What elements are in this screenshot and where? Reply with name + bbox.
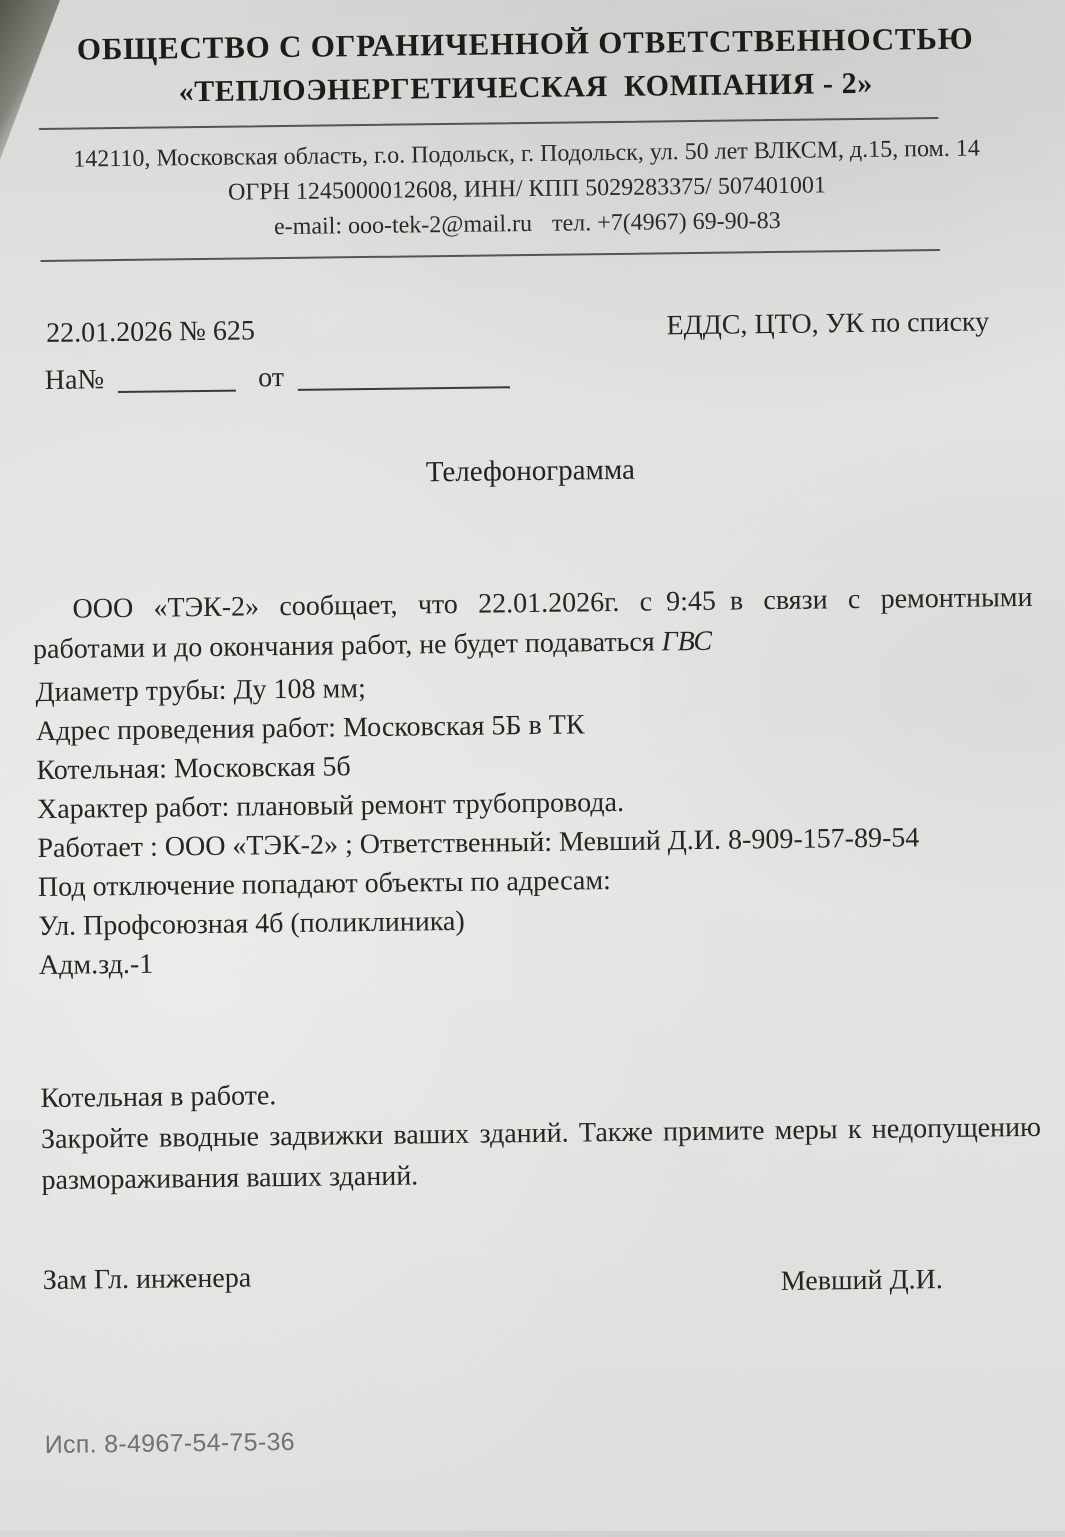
letterhead-contacts xyxy=(0,131,1060,249)
reply-to-label: На№ xyxy=(44,364,105,396)
intro-emphasis-gvs: ГВС xyxy=(661,625,713,658)
detail-affected-intro: Под отключение попадают объекты по адресам: xyxy=(37,865,612,904)
recipients-line: ЕДДС, ЦТО, УК по списку xyxy=(666,306,990,342)
reply-reference-line xyxy=(45,353,1062,397)
detail-boiler-house: Котельная: Московская 5б xyxy=(36,751,351,787)
signature-position: Зам Гл. инженера xyxy=(42,1262,252,1297)
letterhead xyxy=(0,0,1058,112)
org-name-line2: «ТЕПЛОЭНЕРГЕТИЧЕСКАЯ КОМПАНИЯ - 2» xyxy=(178,66,874,109)
letterhead-divider-bottom xyxy=(40,249,940,262)
detail-pipe-diameter: Диаметр трубы: Ду 108 мм; xyxy=(35,673,366,709)
detail-work-address: Адрес проведения работ: Московская 5Б в ТК xyxy=(35,709,585,748)
letterhead-phone: тел. +7(4967) 69-90-83 xyxy=(551,207,781,237)
detail-contractor-responsible: Работает : ООО «ТЭК-2» ; Ответственный: Мевший Д.И. 8-909-157-89-54 xyxy=(37,822,920,865)
executor-phone-line: Исп. 8-4967-54-75-36 xyxy=(44,1427,296,1460)
work-details xyxy=(35,661,1037,985)
intro-time: 9:45 xyxy=(665,585,717,618)
letterhead-registration: ОГРН 1245000012608, ИНН/ КПП 5029283375/ 507401001 xyxy=(227,172,827,206)
reply-from-label: от xyxy=(257,362,285,394)
reply-date-blank xyxy=(298,362,510,391)
detail-affected-address-2: Адм.зд.-1 xyxy=(38,948,154,982)
boiler-status-line: Котельная в работе. xyxy=(40,1080,277,1115)
detail-affected-address-1: Ул. Профсоюзная 4б (поликлиника) xyxy=(38,905,465,943)
reference-row xyxy=(0,306,1061,351)
document-title: Телефонограмма xyxy=(425,453,636,489)
letterhead-divider-top xyxy=(39,117,939,130)
signature-name: Мевший Д.И. xyxy=(780,1264,943,1298)
intro-after-time: в связи с ремонтными работами и до окончания работ, не будет подаваться xyxy=(32,581,1033,666)
reply-number-blank xyxy=(118,366,236,393)
intro-paragraph xyxy=(32,578,1033,670)
instruction-paragraph: Закройте вводные задвижки ваших зданий. Также примите меры к недопущению размораживания ваших зданий. xyxy=(40,1111,1042,1197)
signature-row xyxy=(43,1254,943,1307)
letterhead-email: e-mail: ooo-tek-2@mail.ru xyxy=(273,210,533,241)
outgoing-date-number: 22.01.2026 № 625 xyxy=(45,315,256,349)
org-name-line1: ОБЩЕСТВО С ОГРАНИЧЕННОЙ ОТВЕТСТВЕННОСТЬЮ xyxy=(76,20,974,67)
intro-before-time: ООО «ТЭК-2» сообщает, что 22.01.2026г. с xyxy=(72,586,653,625)
letterhead-address: 142110, Московская область, г.о. Подольск, г. Подольск, ул. 50 лет ВЛКСМ, д.15, пом. 14 xyxy=(73,135,980,173)
detail-work-type: Характер работ: плановый ремонт трубопровода. xyxy=(36,786,625,826)
